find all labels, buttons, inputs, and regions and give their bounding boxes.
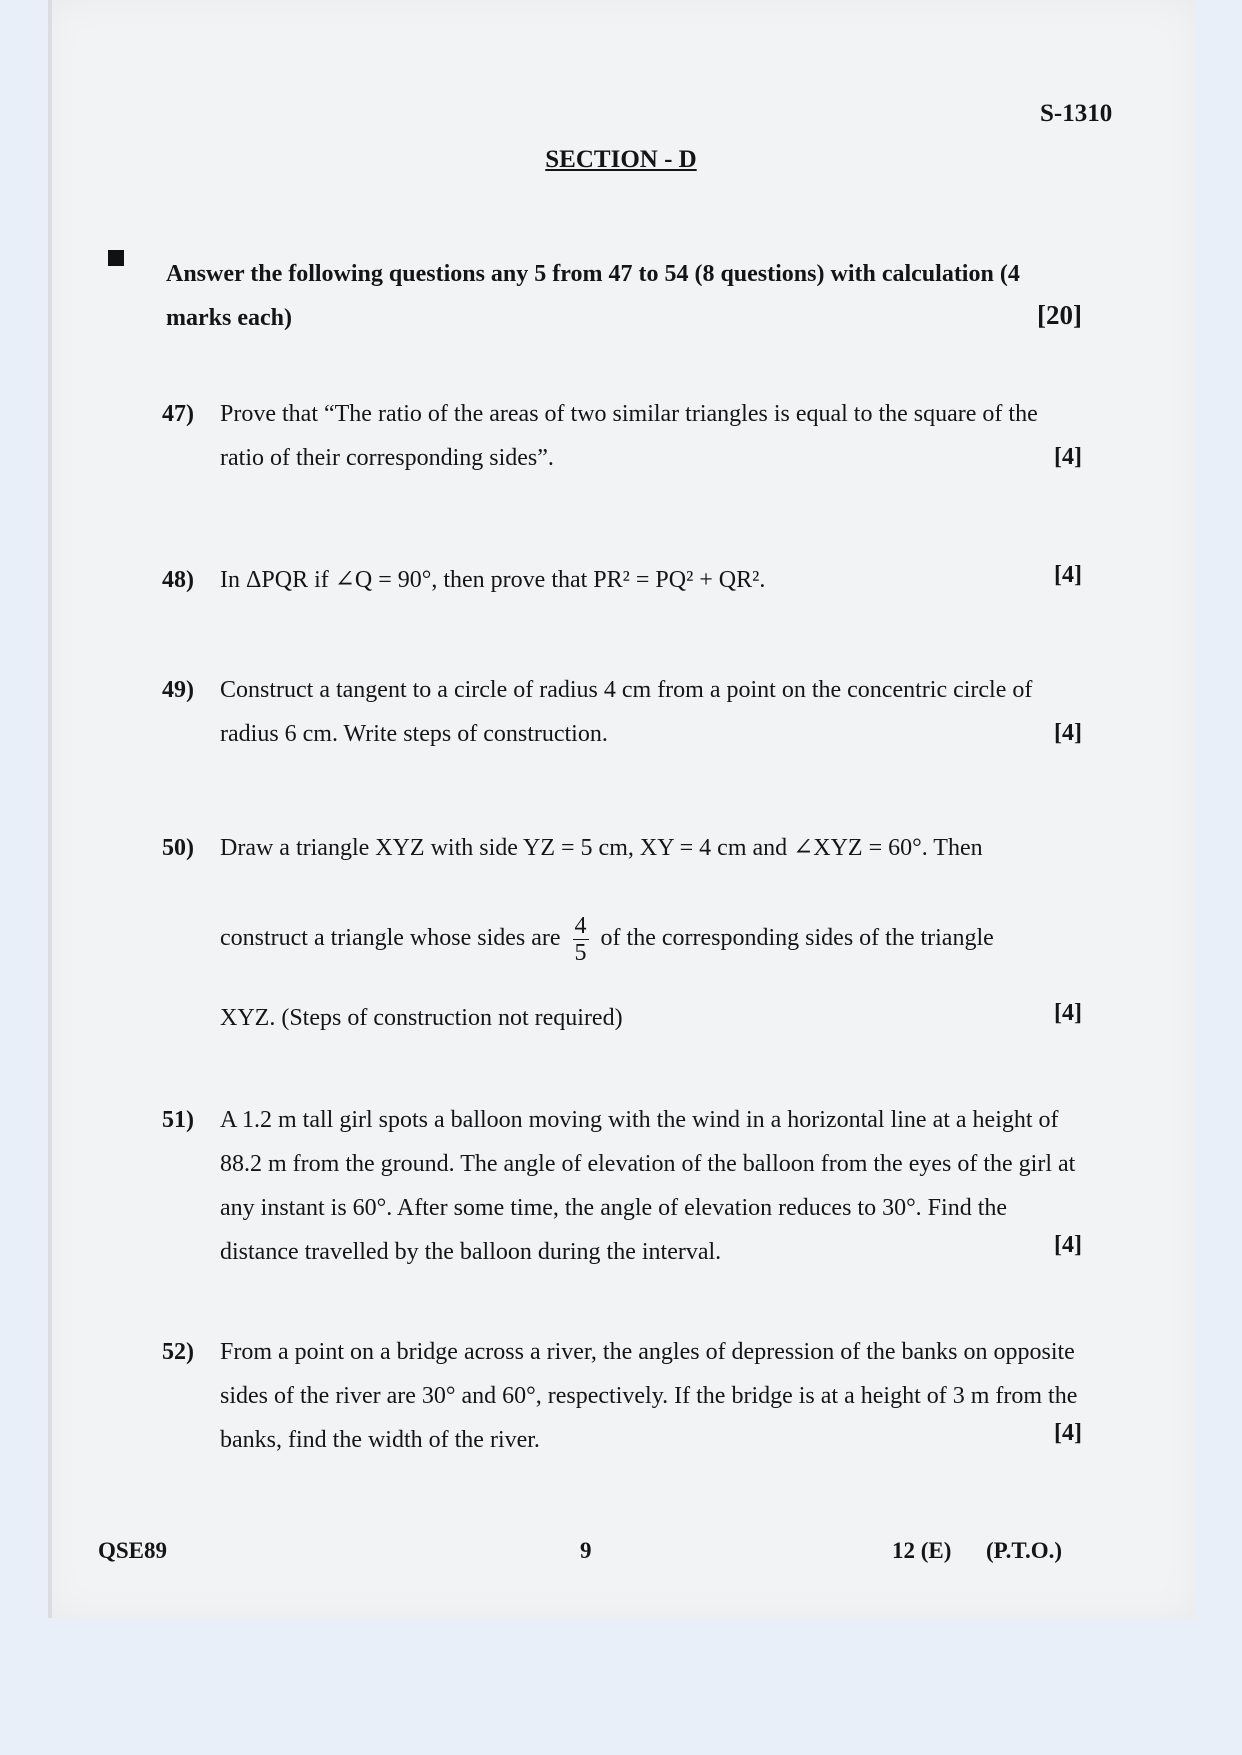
footer-language: 12 (E) (892, 1538, 952, 1563)
paper-edge (48, 0, 52, 1618)
question-51 (162, 1098, 1082, 1274)
section-title: SECTION - D (545, 146, 697, 173)
page-number: 9 (580, 1538, 592, 1563)
question-number: 47) (162, 401, 194, 427)
question-50-marks: [4] (1054, 1000, 1082, 1026)
question-text: From a point on a bridge across a river, the angles of depression of the banks on opposite sides of the river are 30° and 60°, respectively. If the bridge is at a height of 3 m from the banks, find the width of the river. (220, 1339, 1078, 1453)
question-number: 48) (162, 567, 194, 593)
section-total-marks: [20] (1037, 300, 1082, 330)
question-49 (162, 668, 1082, 756)
question-51-marks: [4] (1054, 1232, 1082, 1258)
fraction (573, 913, 589, 966)
question-52 (162, 1330, 1082, 1462)
question-text-line2-before: construct a triangle whose sides are (220, 925, 561, 951)
question-50-line3 (162, 996, 1082, 1040)
question-text-line3: XYZ. (Steps of construction not required) (220, 1005, 623, 1031)
footer-code: QSE89 (98, 1538, 168, 1563)
question-text: Prove that “The ratio of the areas of two similar triangles is equal to the square of the ratio of their corresponding sides”. (220, 401, 1038, 471)
question-49-marks: [4] (1054, 720, 1082, 746)
question-number: 51) (162, 1107, 194, 1133)
question-50 (162, 826, 1082, 870)
question-text: Construct a tangent to a circle of radius 4 cm from a point on the concentric circle of radius 6 cm. Write steps of construction. (220, 677, 1033, 747)
square-bullet-icon (108, 250, 124, 266)
question-48 (162, 558, 1082, 602)
section-instruction: Answer the following questions any 5 from 47 to 54 (8 questions) with calculation (4 marks each) (166, 261, 1020, 331)
question-text: A 1.2 m tall girl spots a balloon moving with the wind in a horizontal line at a height of 88.2 m from the ground. The angle of elevation of the balloon from the eyes of the girl at any instant is 60°. After some time, the angle of elevation reduces to 30°. Find the distance travelled by the balloon during the interval. (220, 1107, 1076, 1265)
paper-code: S-1310 (1040, 100, 1113, 127)
question-52-marks: [4] (1054, 1420, 1082, 1446)
question-text: In ΔPQR if ∠Q = 90°, then prove that PR² = PQ² + QR². (220, 567, 766, 593)
footer-pto: (P.T.O.) (986, 1538, 1063, 1563)
question-48-marks: [4] (1054, 562, 1082, 588)
question-47 (162, 392, 1082, 480)
question-47-marks: [4] (1054, 444, 1082, 470)
question-number: 49) (162, 677, 194, 703)
fraction-denominator: 5 (574, 939, 587, 966)
question-50-line2 (162, 908, 1082, 968)
question-number: 52) (162, 1339, 194, 1365)
fraction-numerator: 4 (574, 912, 587, 939)
question-text-line2-after: of the corresponding sides of the triangle (600, 925, 994, 951)
question-number: 50) (162, 835, 194, 861)
question-text-line1: Draw a triangle XYZ with side YZ = 5 cm, XY = 4 cm and ∠XYZ = 60°. Then (220, 835, 983, 861)
